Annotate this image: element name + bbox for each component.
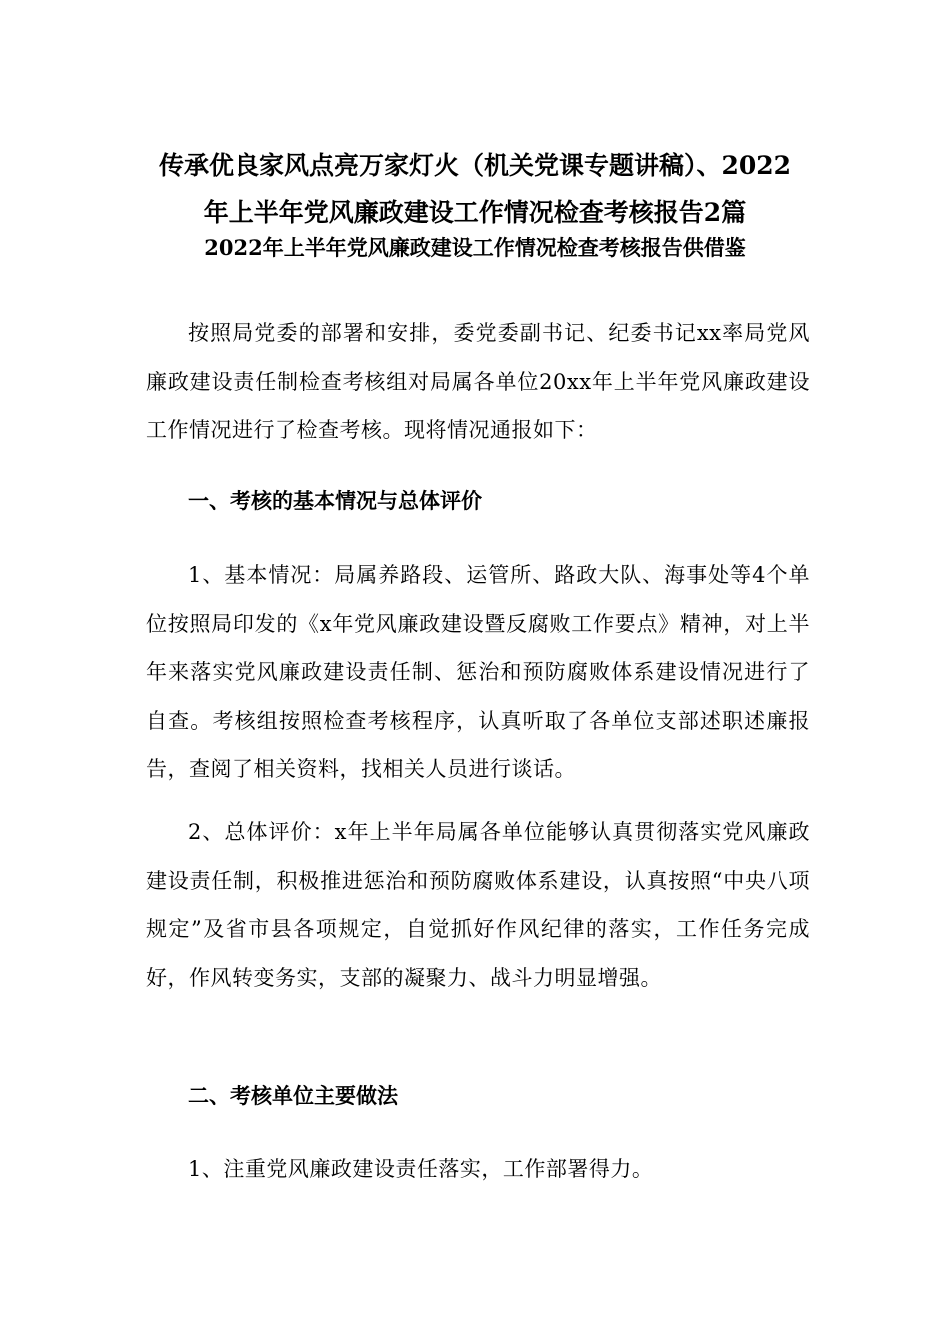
document-subtitle: 2022年上半年党风廉政建设工作情况检查考核报告供借鉴 xyxy=(204,235,746,260)
title-line-1: 传承优良家风点亮万家灯火（机关党课专题讲稿）、2022 xyxy=(158,151,792,180)
section-1-paragraph-2: 2、总体评价：x年上半年局属各单位能够认真贯彻落实党风廉政建设责任制，积极推进惩治和预防腐败体系建设，认真按照“中央八项规定”及省市县各项规定，自觉抓好作风纪律的落实，工作任务完成好，作风转变务实，支部的凝聚力、战斗力明显增强。 xyxy=(146,820,810,990)
intro-paragraph: 按照局党委的部署和安排，委党委副书记、纪委书记xx率局党风廉政建设责任制检查考核组对局属各单位20xx年上半年党风廉政建设工作情况进行了检查考核。现将情况通报如下： xyxy=(146,321,810,442)
section-1-paragraph-1: 1、基本情况：局属养路段、运管所、路政大队、海事处等4个单位按照局印发的《x年党风廉政建设暨反腐败工作要点》精神，对上半年来落实党风廉政建设责任制、惩治和预防腐败体系建设情况进行了自查。考核组按照检查考核程序，认真听取了各单位支部述职述廉报告，查阅了相关资料，找相关人员进行谈话。 xyxy=(146,563,810,781)
section-1-heading: 一、考核的基本情况与总体评价 xyxy=(188,488,482,513)
section-2-heading: 二、考核单位主要做法 xyxy=(188,1083,398,1108)
document-title xyxy=(140,142,810,236)
title-line-2: 年上半年党风廉政建设工作情况检查考核报告2篇 xyxy=(203,198,747,227)
section-2-item-1: 1、注重党风廉政建设责任落实，工作部署得力。 xyxy=(188,1157,654,1181)
